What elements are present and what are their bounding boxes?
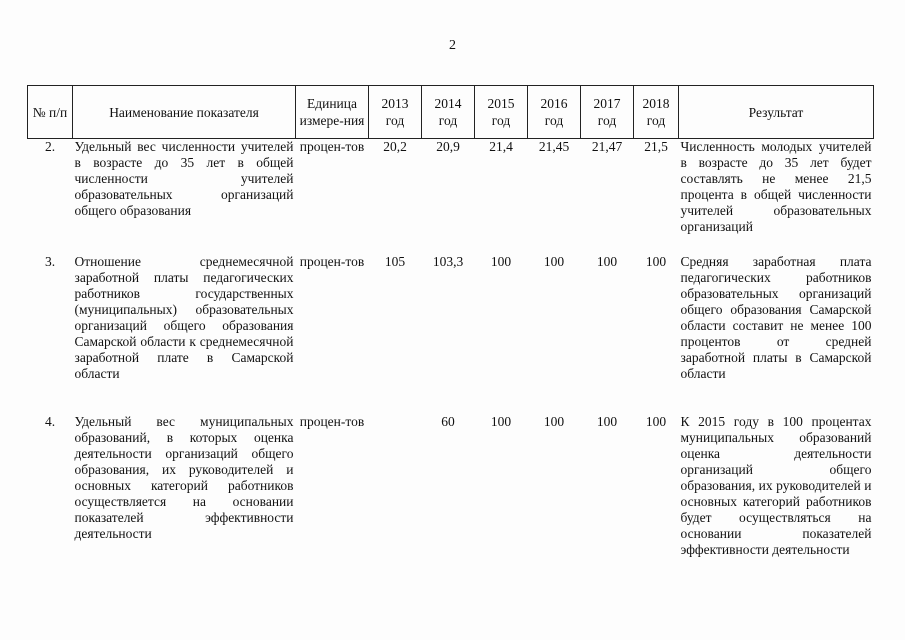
value-2015: 100	[490, 254, 512, 269]
result: Численность молодых учителей в возрасте до 35 лет будет составлять не менее 21,5 процента в общей численности учителей образовательных организаций	[680, 139, 872, 234]
row-number: 3.	[44, 254, 56, 269]
value-2016: 100	[543, 254, 565, 269]
value-2015: 100	[490, 414, 512, 429]
result: Средняя заработная плата педагогических работников образовательных организаций общего образования Самарской области составит не менее 100 процентов от средней заработной платы в Самарской области	[680, 254, 872, 381]
unit: процен-тов	[299, 254, 365, 269]
value-2017: 100	[596, 414, 618, 429]
value-2013: 20,2	[383, 139, 407, 154]
row-number: 2.	[44, 139, 56, 154]
value-2014: 60	[441, 414, 455, 429]
value-2018: 100	[645, 254, 667, 269]
table-header-row	[28, 86, 874, 139]
indicator-name: Удельный вес численности учителей в возрасте до 35 лет в общей численности учителей образовательных организаций общего образования	[74, 139, 294, 218]
header-2018: 2018 год	[634, 86, 679, 139]
header-2017: 2017 год	[581, 86, 634, 139]
header-result: Результат	[679, 86, 874, 139]
unit: процен-тов	[299, 139, 365, 154]
value-2017: 21,47	[591, 139, 623, 154]
value-2013: 105	[384, 254, 406, 269]
value-2015: 21,4	[489, 139, 513, 154]
indicators-table	[27, 85, 874, 594]
table-row	[28, 414, 874, 594]
value-2018: 100	[645, 414, 667, 429]
header-num: № п/п	[28, 86, 73, 139]
value-2014: 103,3	[432, 254, 464, 269]
value-2016: 21,45	[538, 139, 570, 154]
header-2013: 2013 год	[369, 86, 422, 139]
table-row	[28, 254, 874, 414]
row-number: 4.	[44, 414, 56, 429]
value-2017: 100	[596, 254, 618, 269]
table-row	[28, 139, 874, 255]
value-2018: 21,5	[644, 139, 668, 154]
header-name: Наименование показателя	[73, 86, 296, 139]
unit: процен-тов	[299, 414, 365, 429]
value-2014: 20,9	[436, 139, 460, 154]
header-2015: 2015 год	[475, 86, 528, 139]
result: К 2015 году в 100 процентах муниципальных образований оценка деятельности организаций общего образования, их руководителей и основных категорий работников будет осуществляться на основании показателей эффективности деятельности	[680, 414, 872, 557]
header-2014: 2014 год	[422, 86, 475, 139]
indicator-name: Удельный вес муниципальных образований, в которых оценка деятельности организаций общего образования, их руководителей и основных категорий работников осуществляется на основании показателей эффективности деятельности	[74, 414, 294, 541]
header-2016: 2016 год	[528, 86, 581, 139]
indicator-name: Отношение среднемесячной заработной платы педагогических работников государственных (муниципальных) образовательных организаций общего образования Самарской области к среднемесячной заработной плате в Самарской области	[74, 254, 294, 381]
page-number: 2	[449, 38, 456, 53]
header-unit: Единица измере-ния	[296, 86, 369, 139]
value-2013	[369, 414, 422, 594]
value-2016: 100	[543, 414, 565, 429]
